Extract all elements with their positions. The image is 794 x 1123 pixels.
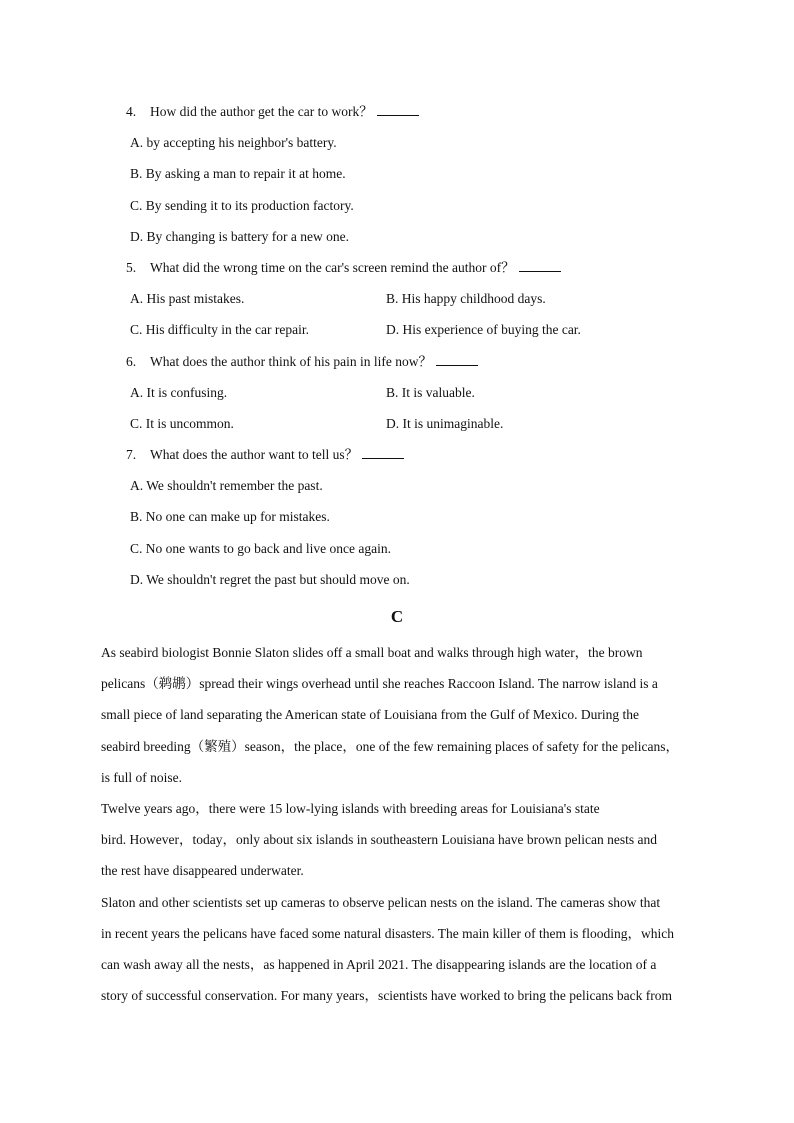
answer-blank[interactable] (436, 351, 478, 366)
question-text: How did the author get the car to work？ (150, 104, 373, 119)
question-number: 7. (126, 447, 137, 463)
passage-line: can wash away all the nests，as happened in April 2021. The disappearing islands are the location of a (101, 956, 657, 972)
option-7d (126, 569, 726, 600)
option-letter: A. (130, 291, 144, 307)
option-text: No one wants to go back and live once again. (145, 540, 391, 556)
option-4c (126, 195, 726, 226)
passage-line: is full of noise. (101, 769, 182, 785)
answer-blank[interactable] (377, 101, 419, 116)
option-letter: B. (386, 291, 399, 307)
option-letter: B. (130, 166, 143, 182)
option-letter: D. (130, 571, 144, 587)
option-text: By asking a man to repair it at home. (145, 166, 346, 182)
option-text: His happy childhood days. (401, 291, 546, 307)
option-6c (126, 413, 382, 444)
option-5a (126, 288, 382, 319)
option-text: His experience of buying the car. (402, 322, 581, 338)
option-6b (382, 382, 638, 413)
option-letter: B. (386, 384, 399, 400)
option-letter: B. (130, 509, 143, 525)
option-letter: D. (386, 415, 400, 431)
option-text: We shouldn't regret the past but should move on. (146, 571, 410, 587)
passage-line: As seabird biologist Bonnie Slaton slides off a small boat and walks through high water，the brown (101, 645, 643, 660)
passage-line: story of successful conservation. For many years，scientists have worked to bring the pelicans back from (101, 988, 672, 1004)
option-letter: C. (130, 540, 143, 556)
question-5 (126, 257, 726, 288)
option-7a (126, 475, 726, 506)
option-text: It is valuable. (401, 384, 475, 400)
passage-line: in recent years the pelicans have faced some natural disasters. The main killer of them is flooding，which (101, 925, 674, 941)
passage-line: Twelve years ago，there were 15 low-lying islands with breeding areas for Louisiana's state (101, 800, 600, 816)
option-4b (126, 163, 726, 194)
option-letter: C. (130, 415, 143, 431)
option-letter: D. (386, 322, 400, 338)
option-text: His past mistakes. (146, 291, 245, 307)
question-number: 5. (126, 259, 137, 275)
option-7b (126, 506, 726, 537)
question-number: 6. (126, 353, 137, 369)
option-4d (126, 226, 726, 257)
question-4 (126, 101, 726, 132)
option-text: It is uncommon. (145, 415, 234, 431)
question-text: What does the author want to tell us？ (150, 447, 359, 463)
passage-line: bird. However，today，only about six islands in southeastern Louisiana have brown pelican nests and (101, 832, 658, 848)
option-text: By sending it to its production factory. (145, 197, 354, 213)
answer-blank[interactable] (362, 444, 404, 459)
option-letter: A. (130, 478, 144, 494)
reading-passage (101, 642, 701, 1016)
passage-line: the rest have disappeared underwater. (101, 863, 304, 879)
option-letter: C. (130, 197, 143, 213)
option-4a (126, 132, 726, 163)
option-text: It is confusing. (146, 384, 228, 400)
option-text: by accepting his neighbor's battery. (146, 135, 337, 151)
option-letter: C. (130, 322, 143, 338)
option-text: It is unimaginable. (402, 415, 504, 431)
option-text: No one can make up for mistakes. (145, 509, 330, 525)
option-letter: D. (130, 228, 144, 244)
question-list (126, 101, 726, 600)
option-5c (126, 319, 382, 350)
option-letter: A. (130, 384, 144, 400)
passage-line: Slaton and other scientists set up cameras to observe pelican nests on the island. The cameras show that (101, 894, 661, 910)
option-6a (126, 382, 382, 413)
option-5b (382, 288, 638, 319)
question-text: What did the wrong time on the car's screen remind the author of？ (150, 259, 515, 275)
option-text: We shouldn't remember the past. (146, 478, 323, 494)
option-row (126, 382, 726, 413)
option-row (126, 288, 726, 319)
option-5d (382, 319, 638, 350)
question-7 (126, 444, 726, 475)
option-row (126, 319, 726, 350)
passage-line: seabird breeding（繁殖）season，the place，one of the few remaining places of safety for the pelicans， (101, 738, 680, 754)
question-number: 4. (126, 104, 137, 119)
option-letter: A. (130, 135, 144, 151)
passage-line: small piece of land separating the American state of Louisiana from the Gulf of Mexico. During the (101, 707, 639, 723)
option-text: His difficulty in the car repair. (145, 322, 309, 338)
option-text: By changing is battery for a new one. (146, 228, 349, 244)
question-6 (126, 351, 726, 382)
option-6d (382, 413, 638, 444)
option-row (126, 413, 726, 444)
option-7c (126, 538, 726, 569)
question-text: What does the author think of his pain in life now？ (150, 353, 432, 369)
passage-line: pelicans（鹈鹕）spread their wings overhead until she reaches Raccoon Island. The narrow island is a (101, 676, 658, 692)
section-heading: C (390, 607, 404, 626)
answer-blank[interactable] (519, 257, 561, 272)
